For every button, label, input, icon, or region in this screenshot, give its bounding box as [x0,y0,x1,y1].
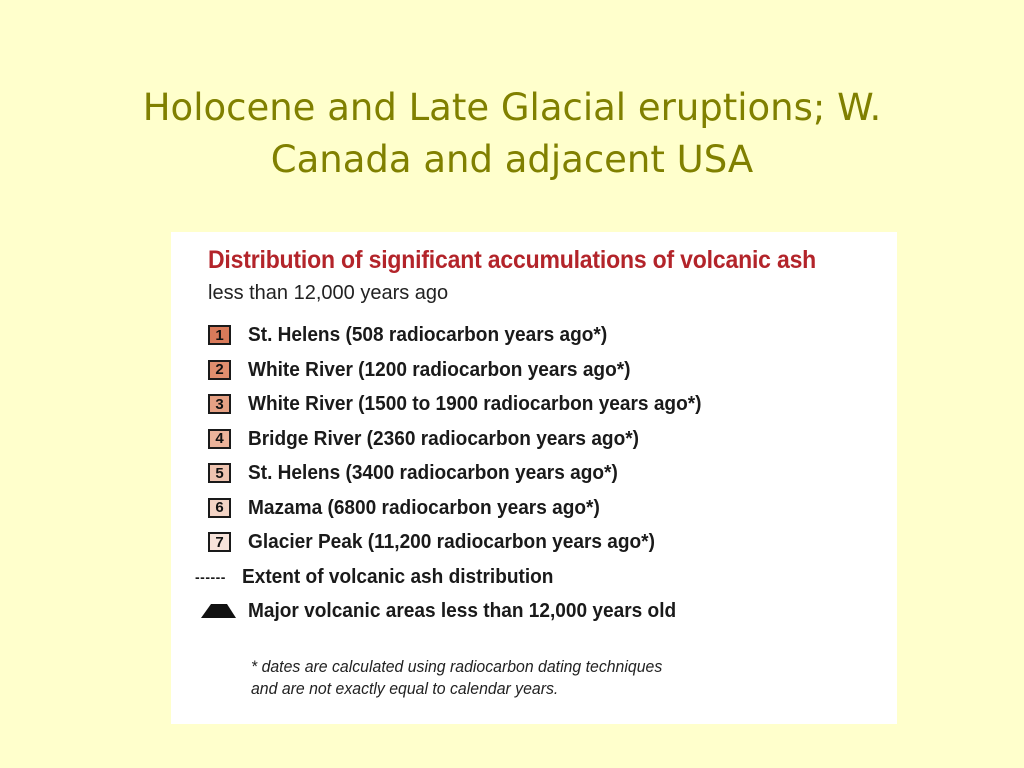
volcano-icon [201,603,248,619]
slide-title [60,82,964,186]
dashed-line-icon: ------ [195,568,226,585]
extent-label: Extent of volcanic ash distribution [242,564,554,588]
legend-extent-row [195,560,881,595]
legend-item-label: White River (1200 radiocarbon years ago*) [248,357,631,381]
legend-item-label: Glacier Peak (11,200 radiocarbon years ago*) [248,530,655,554]
legend-number-badge: 7 [208,532,231,552]
legend-image-panel [171,232,897,724]
legend-item-label: St. Helens (3400 radiocarbon years ago*) [248,461,618,485]
legend-number-badge: 6 [208,498,231,518]
legend-item [201,491,881,526]
slide-title-line2: Canada and adjacent USA [270,138,754,181]
legend-item [201,318,881,353]
legend-item [201,456,881,491]
legend-item-label: St. Helens (508 radiocarbon years ago*) [248,323,608,347]
legend-item-label: Bridge River (2360 radiocarbon years ago*) [248,426,639,450]
legend-heading: Distribution of significant accumulations of volcanic ash [208,246,817,274]
legend-number-badge: 1 [208,325,231,345]
legend-number-badge: 4 [208,429,231,449]
legend-list [195,318,881,629]
legend-subheading: less than 12,000 years ago [208,282,449,304]
legend-number-badge: 3 [208,394,231,414]
volcanic-areas-label: Major volcanic areas less than 12,000 years old [248,599,677,623]
legend-item [201,525,881,560]
legend-item-label: White River (1500 to 1900 radiocarbon years ago*) [248,392,702,416]
footnote-line1: * dates are calculated using radiocarbon dating techniques [251,658,663,676]
slide-title-line1: Holocene and Late Glacial eruptions; W. [142,86,882,129]
legend-item [201,422,881,457]
legend-volcanic-row [201,594,881,629]
legend-item [201,387,881,422]
footnote [251,656,679,700]
legend-number-badge: 5 [208,463,231,483]
legend-item [201,353,881,388]
legend-item-label: Mazama (6800 radiocarbon years ago*) [248,495,600,519]
footnote-line2: and are not exactly equal to calendar years. [251,680,559,698]
legend-number-badge: 2 [208,360,231,380]
